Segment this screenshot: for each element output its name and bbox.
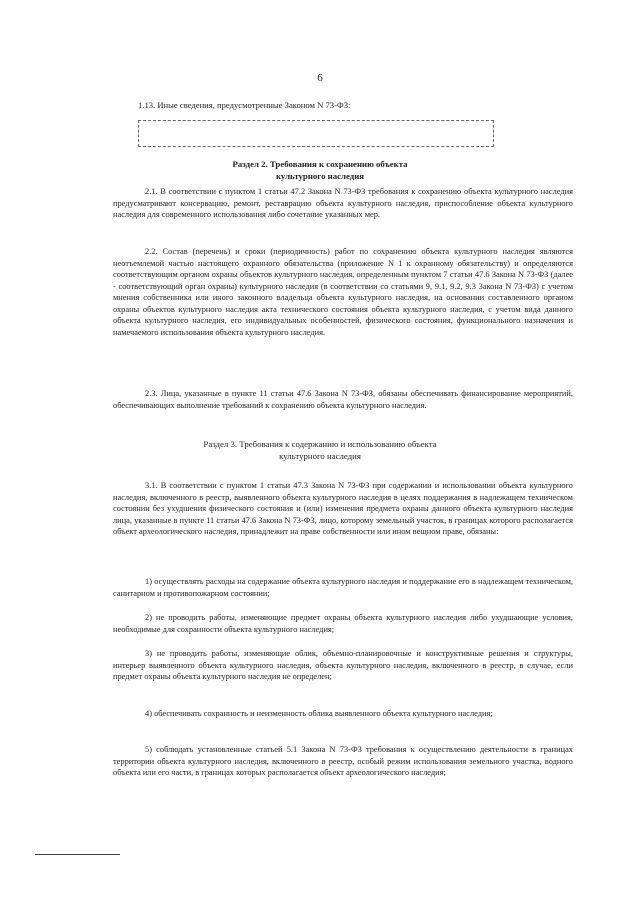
- list-item-2: 2) не проводить работы, изменяющие предмет охраны объекта культурного наследия либо ухудшающие условия, необходимые для сохранности объекта культурного наследия;: [113, 613, 573, 634]
- page-number: 6: [317, 72, 323, 84]
- paragraph-3-1: 3.1. В соответствии с пунктом 1 статьи 47.3 Закона N 73-ФЗ при содержании и использовании объекта культурного наследия, включенного в реестр, выявленного объекта культурного наследия в целях поддержания в надлежащем техническом состоянии без ухудшения физического состояния и (или) изменения предмета охраны данного объекта культурного наследия лица, указанные в пункте 11 статьи 47.6 Закона N 73-ФЗ, лицо, которому земельный участок, в границах которого располагается объект археологического наследия, принадлежит на праве собственности или ином вещном праве, обязаны:: [113, 481, 573, 536]
- footnote-separator: [35, 854, 120, 855]
- paragraph-2-3: 2.3. Лица, указанные в пункте 11 статьи 47.6 Закона N 73-ФЗ, обязаны обеспечивать финансирование мероприятий, обеспечивающих выполнение требований к сохранению объекта культурного наследия.: [113, 389, 573, 410]
- list-item-4: 4) обеспечивать сохранность и неизменность облика выявленного объекта культурного наследия;: [145, 709, 493, 718]
- empty-dashed-field: [138, 120, 494, 147]
- item-1-13: 1.13. Иные сведения, предусмотренные Законом N 73-ФЗ:: [138, 100, 351, 110]
- paragraph-2-1: 2.1. В соответствии с пунктом 1 статьи 47.2 Закона N 73-ФЗ требования к сохранению объекта культурного наследия предусматривают консервацию, ремонт, реставрацию объекта культурного наследия, приспособление объекта культурного наследия для современного использования либо сочетание указанных мер.: [113, 187, 573, 219]
- list-item-3: 3) не проводить работы, изменяющие облик, объемно-планировочные и конструктивные решения и структуры, интерьер выявленного объекта культурного наследия, объекта культурного наследия, включенного в реестр, в случае, если предмет охраны объекта культурного наследия не определен;: [113, 649, 573, 681]
- section-2-heading: [0, 158, 640, 182]
- paragraph-2-2: 2.2. Состав (перечень) и сроки (периодичность) работ по сохранению объекта культурного наследия являются неотъемлемой частью настоящего охранного обязательства (приложение N 1 к охранному обязательству) и определяются соответствующим органом охраны объектов культурного наследия, определенным пунктом 7 статьи 47.6 Закона N 73-ФЗ (далее - соответствующий орган охраны) культурного наследия (в соответствии со статьями 9, 9.1, 9.2, 9.3 Закона N 73-ФЗ) с учетом мнения собственника или иного законного владельца объекта культурного наследия, на основании составленного органом охраны объектов культурного наследия акта технического состояния объекта культурного наследия, с учетом вида данного объекта культурного наследия, его индивидуальных особенностей, физического состояния, функционального назначения и намечаемого использования объекта культурного наследия.: [113, 247, 573, 337]
- section-3-title-line1: Раздел 3. Требования к содержанию и использованию объекта: [203, 439, 437, 449]
- list-item-1: 1) осуществлять расходы на содержание объекта культурного наследия и поддержание его в надлежащем техническом, санитарном и противопожарном состоянии;: [113, 577, 573, 598]
- section-2-title-line1: Раздел 2. Требования к сохранению объекта: [232, 159, 408, 169]
- section-2-title-line2: культурного наследия: [275, 171, 365, 181]
- list-item-5: 5) соблюдать установленные статьей 5.1 Закона N 73-ФЗ требования к осуществлению деятельности в границах территории объекта культурного наследия, включенного в реестр, особый режим использования земельного участка, водного объекта или его части, в границах которых располагается объект археологического наследия;: [113, 745, 573, 777]
- section-3-title-line2: культурного наследия: [279, 451, 361, 461]
- section-3-heading: [0, 438, 640, 462]
